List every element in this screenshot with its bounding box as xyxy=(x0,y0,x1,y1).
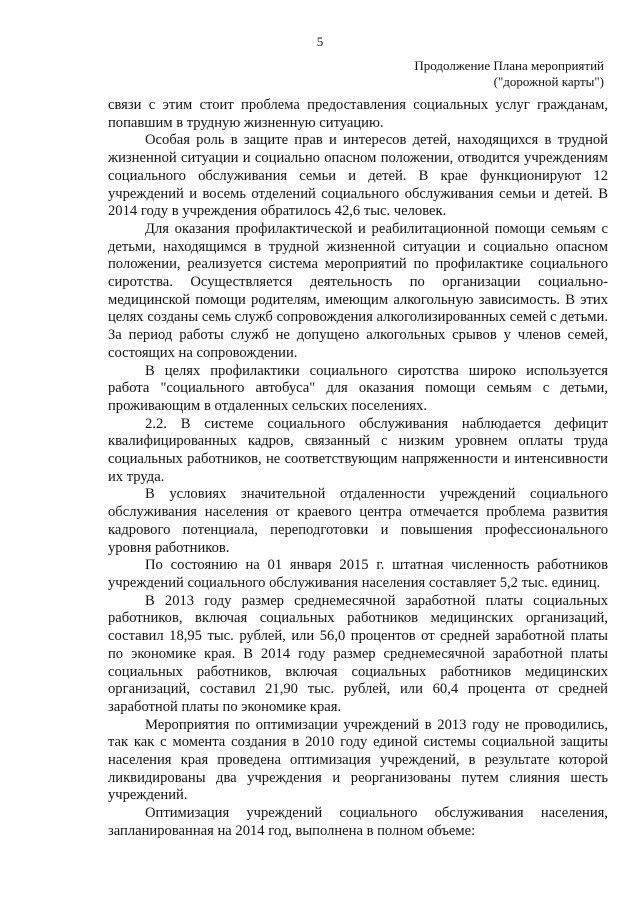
paragraph: По состоянию на 01 января 2015 г. штатная численность работников учреждений социального обслуживания населения составляет 5,2 тыс. единиц. xyxy=(108,557,608,591)
paragraph-continuation: связи с этим стоит проблема предоставления социальных услуг гражданам, попавшим в трудную жизненную ситуацию. xyxy=(108,97,608,131)
paragraph: Особая роль в защите прав и интересов детей, находящихся в трудной жизненной ситуации и социально опасном положении, отводится учреждениям социального обслуживания семьи и детей. В крае функционируют 12 учреждений и восемь отделений социального обслуживания семьи и детей. В 2014 году в учреждения обратилось 42,6 тыс. человек. xyxy=(108,132,608,220)
document-body xyxy=(108,97,608,841)
paragraph: 2.2. В системе социального обслуживания наблюдается дефицит квалифицированных кадров, связанный с низким уровнем оплаты труда социальных работников, не соответствующим напряженности и интенсивности их труда. xyxy=(108,415,608,485)
paragraph: Мероприятия по оптимизации учреждений в 2013 году не проводились, так как с момента создания в 2010 году единой системы социальной защиты населения края проведена оптимизация учреждений, в результате которой ликвидированы два учреждения и реорганизованы путем слияния шесть учреждений. xyxy=(108,716,608,804)
paragraph: В условиях значительной отдаленности учреждений социального обслуживания населения от краевого центра отмечается проблема развития кадрового потенциала, переподготовки и повышения профессионального уровня работников. xyxy=(108,486,608,556)
paragraph: Оптимизация учреждений социального обслуживания населения, запланированная на 2014 год, выполнена в полном объеме: xyxy=(108,805,608,839)
paragraph: Для оказания профилактической и реабилитационной помощи семьям с детьми, находящимся в трудной жизненной ситуации и социально опасном положении, реализуется система мероприятий по профилактике социального сиротства. Осуществляется деятельность по организации социально-медицинской помощи родителям, имеющим алкогольную зависимость. В этих целях созданы семь служб сопровождения алкоголизированных семей с детьми. За период работы служб не допущено алкогольных срывов у членов семей, состоящих на сопровождении. xyxy=(108,220,608,361)
paragraph: В 2013 году размер среднемесячной заработной платы социальных работников, включая социальных работников медицинских организаций, составил 18,95 тыс. рублей, или 56,0 процентов от средней заработной платы по экономике края. В 2014 году размер среднемесячной заработной платы социальных работников, включая социальных работников медицинских организаций, составил 21,90 тыс. рублей, или 60,4 процента от средней заработной платы по экономике края. xyxy=(108,592,608,715)
running-header-line-1: Продолжение Плана мероприятий xyxy=(414,58,604,73)
running-header-line-2: ("дорожной карты") xyxy=(493,74,604,89)
paragraph: В целях профилактики социального сиротства широко используется работа "социального автобуса" для оказания помощи семьям с детьми, проживающим в отдаленных сельских поселениях. xyxy=(108,362,608,414)
running-header xyxy=(414,58,604,90)
page-number: 5 xyxy=(316,34,324,49)
